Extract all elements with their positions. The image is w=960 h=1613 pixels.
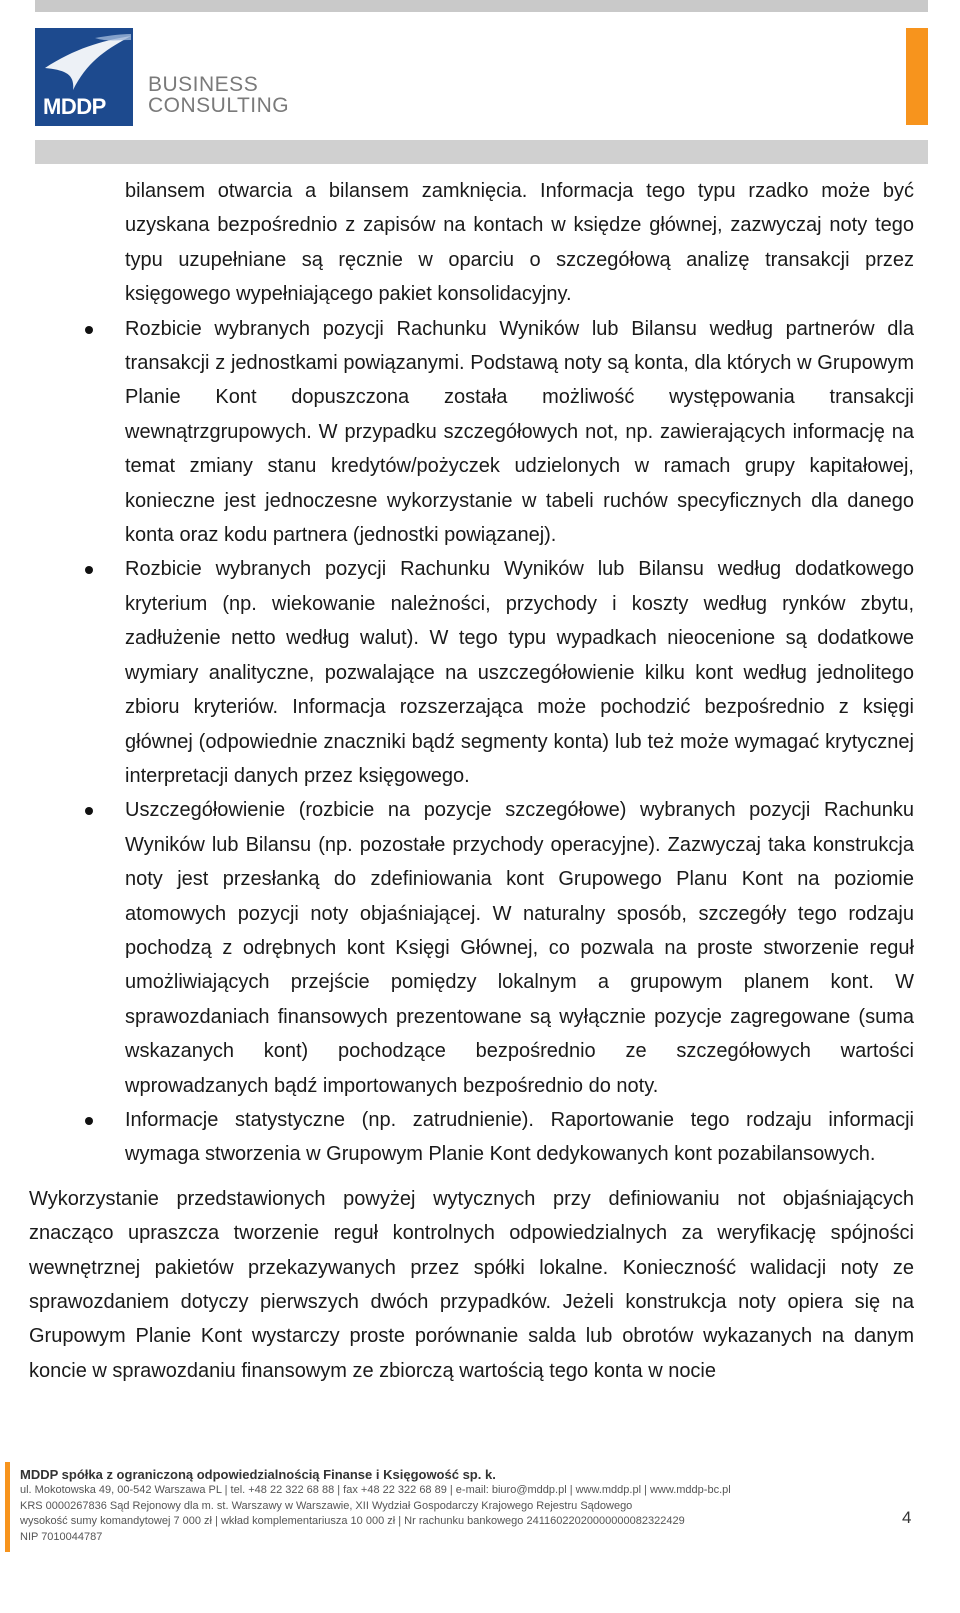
bullet-text: Rozbicie wybranych pozycji Rachunku Wyników lub Bilansu według dodatkowego kryterium (np. wiekowanie należności, przychody i koszty według rynków zbytu, zadłużenie netto według walut). W tego typu wypadkach nieocenione są dodatkowe wymiary analityczne, pozwalające na uszczegółowienie kilku kont według jednolitego zbioru kryteriów. Informacja rozszerzająca może pochodzić bezpośrednio z księgi głównej (odpowiednie znaczniki bądź segmenty konta) lub też może wymagać krytycznej interpretacji danych przez księgowego. bbox=[125, 558, 914, 787]
bullet-item bbox=[29, 1103, 914, 1172]
top-gray-strip bbox=[35, 0, 928, 12]
bullet-item bbox=[29, 793, 914, 1103]
bullet-text: Uszczegółowienie (rozbicie na pozycje szczegółowe) wybranych pozycji Rachunku Wyników lub Bilansu (np. pozostałe przychody operacyjne). Zazwyczaj taka konstrukcja noty jest przesłanką do zdefiniowania kont Grupowego Planu Kont na poziomie atomowych pozycji noty objaśniającej. W naturalny sposób, szczegóły tego rodzaju pochodzą z odrębnych kont Księgi Głównej, co pozwala na proste stworzenie reguł umożliwiających przejście pomiędzy lokalnym a grupowym planem kont. W sprawozdaniach finansowych prezentowane są wyłącznie pozycje zagregowane (suma wskazanych kont) pochodzące bezpośrednio ze szczegółowych wartości wprowadzanych bądź importowanych bezpośrednio do noty. bbox=[125, 799, 914, 1097]
bullet-icon bbox=[85, 326, 93, 334]
footer-capital-line: wysokość sumy komandytowej 7 000 zł | wkład komplementariusza 10 000 zł | Nr rachunku bankowego 24116022020000000082322429 bbox=[20, 1515, 685, 1527]
bullet-item bbox=[29, 552, 914, 793]
bullet-icon bbox=[85, 566, 93, 574]
document-body bbox=[29, 174, 914, 1388]
footer-registry-line: KRS 0000267836 Sąd Rejonowy dla m. st. Warszawy w Warszawie, XII Wydział Gospodarczy Krajowego Rejestru Sądowego bbox=[20, 1499, 633, 1512]
brand-line-consulting: CONSULTING bbox=[148, 94, 290, 117]
logo-wordmark: MDDP bbox=[43, 94, 106, 119]
bullet-text: Rozbicie wybranych pozycji Rachunku Wyników lub Bilansu według partnerów dla transakcji z jednostkami powiązanymi. Podstawą noty są konta, dla których w Grupowym Planie Kont dopuszczona została możliwość występowania transakcji wewnątrzgrupowych. W przypadku szczegółowych not, np. zawierających informację na temat zmiany stanu kredytów/pożyczek udzielonych w ramach grupy kapitałowej, konieczne jest jednoczesne wykorzystanie w tabeli ruchów specyficznych dla danego konta oraz kodu partnera (jednostki powiązanej). bbox=[125, 317, 914, 547]
bullet-icon bbox=[85, 1117, 93, 1125]
mddp-logo bbox=[35, 28, 133, 126]
bullet-item bbox=[29, 312, 914, 553]
footer-nip-line: NIP 7010044787 bbox=[20, 1530, 103, 1543]
footer-orange-accent bbox=[5, 1462, 10, 1552]
footer-contact-line: ul. Mokotowska 49, 00-542 Warszawa PL | tel. +48 22 322 68 88 | fax +48 22 322 68 89 | e-mail: biuro@mddp.pl | www.mddp.pl | www.mddp-bc.pl bbox=[20, 1484, 731, 1496]
brand-name bbox=[148, 74, 289, 116]
header-gray-band bbox=[35, 140, 928, 164]
bullet-text: Informacje statystyczne (np. zatrudnienie). Raportowanie tego rodzaju informacji wymaga stworzenia w Grupowym Planie Kont dedykowanych kont pozabilansowych. bbox=[125, 1108, 914, 1166]
closing-paragraph: Wykorzystanie przedstawionych powyżej wytycznych przy definiowaniu not objaśniających znacząco upraszcza tworzenie reguł kontrolnych odpowiedzialnych za weryfikację spójności wewnętrznej pakietów przekazywanych przez spółki lokalne. Konieczność walidacji noty ze sprawozdaniem dotyczy pierwszych dwóch przypadków. Jeżeli konstrukcja noty opiera się na Grupowym Planie Kont wystarczy proste porównanie salda lub obrotów wykazanych na danym koncie w sprawozdaniu finansowym ze zbiorczą wartością tego konta w nocie bbox=[29, 1187, 914, 1382]
bullet-icon bbox=[85, 807, 93, 815]
continuation-paragraph: bilansem otwarcia a bilansem zamknięcia. Informacja tego typu rzadko może być uzyskana bezpośrednio z zapisów na kontach w księdze głównej, zazwyczaj noty tego typu uzupełniane są ręcznie w oparciu o szczegółową analizę transakcji przez księgowego wypełniającego pakiet konsolidacyjny. bbox=[125, 180, 914, 306]
page-number: 4 bbox=[902, 1508, 912, 1527]
orange-accent-bar bbox=[906, 28, 928, 125]
footer-company-name: MDDP spółka z ograniczoną odpowiedzialnością Finanse i Księgowość sp. k. bbox=[20, 1467, 496, 1482]
bullet-list bbox=[29, 312, 914, 1172]
footer bbox=[20, 1466, 820, 1545]
brand-line-business: BUSINESS bbox=[148, 73, 259, 96]
